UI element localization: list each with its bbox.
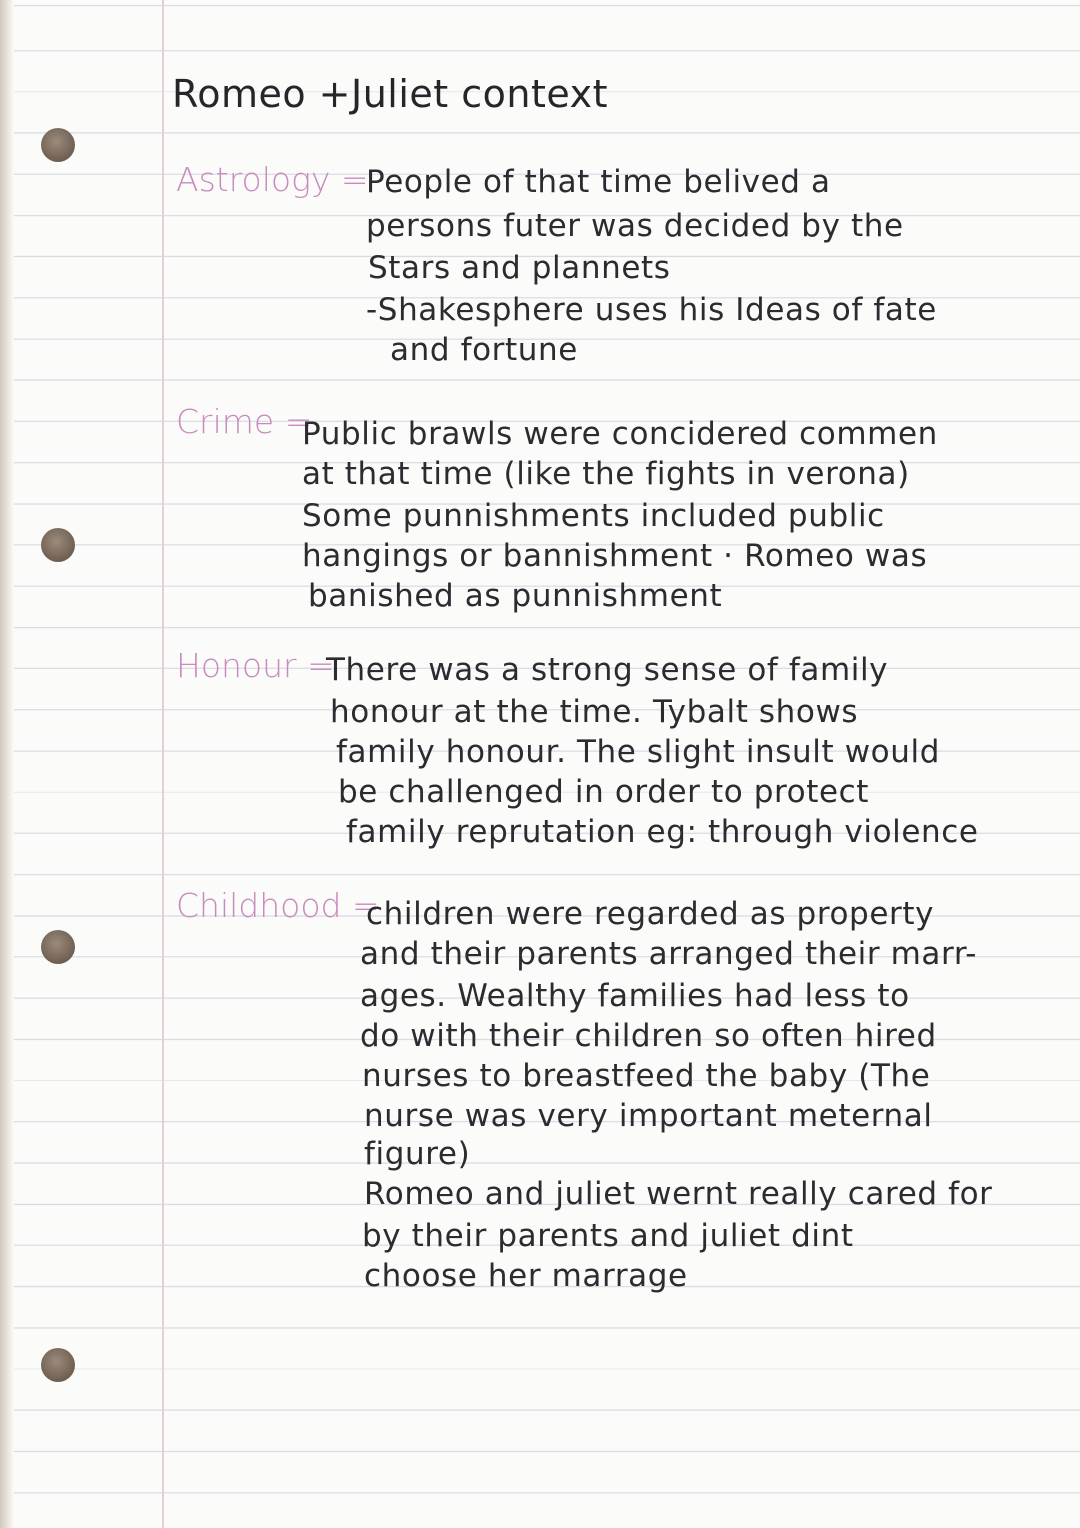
body-line: do with their children so often hired: [360, 1018, 937, 1054]
body-line: honour at the time. Tybalt shows: [330, 694, 859, 730]
body-line: family honour. The slight insult would: [336, 734, 940, 770]
body-line: at that time (like the fights in verona): [302, 456, 910, 492]
section-heading: [176, 402, 312, 441]
section-heading: [176, 886, 380, 925]
page-edge: [0, 0, 14, 1528]
body-line: Stars and plannets: [368, 250, 671, 286]
body-line: children were regarded as property: [366, 896, 935, 932]
punch-hole: [41, 1348, 75, 1382]
heading-text: Crime: [176, 402, 275, 441]
body-line: figure): [364, 1136, 471, 1172]
body-line: Some punnishments included public: [302, 498, 885, 534]
heading-text: Childhood: [176, 886, 342, 925]
body-line: People of that time belived a: [366, 164, 831, 200]
section-heading: [176, 160, 369, 199]
body-line: choose her marrage: [364, 1258, 688, 1294]
page-title: Romeo +Juliet context: [172, 72, 608, 116]
punch-hole: [41, 528, 75, 562]
heading-text: Astrology: [176, 160, 331, 199]
body-line: nurses to breastfeed the baby (The: [362, 1058, 931, 1094]
heading-separator: =: [296, 646, 335, 685]
heading-separator: =: [330, 160, 369, 199]
body-line: There was a strong sense of family: [326, 652, 889, 688]
body-line: persons futer was decided by the: [366, 208, 904, 244]
heading-separator: =: [341, 886, 380, 925]
section-heading: [176, 646, 335, 685]
margin-line: [162, 0, 164, 1528]
body-line: Public brawls were concidered commen: [302, 416, 938, 452]
body-line: and fortune: [390, 332, 578, 368]
body-line: by their parents and juliet dint: [362, 1218, 854, 1254]
heading-text: Honour: [176, 646, 297, 685]
punch-hole: [41, 128, 75, 162]
body-line: be challenged in order to protect: [338, 774, 870, 810]
punch-hole: [41, 930, 75, 964]
heading-separator: =: [274, 402, 313, 441]
body-line: and their parents arranged their marr-: [360, 936, 977, 972]
body-line: family reprutation eg: through violence: [346, 814, 979, 850]
body-line: -Shakesphere uses his Ideas of fate: [366, 292, 937, 328]
body-line: Romeo and juliet wernt really cared for: [364, 1176, 993, 1212]
body-line: banished as punnishment: [308, 578, 723, 614]
body-line: hangings or bannishment · Romeo was: [302, 538, 928, 574]
body-line: nurse was very important meternal: [364, 1098, 933, 1134]
body-line: ages. Wealthy families had less to: [360, 978, 910, 1014]
